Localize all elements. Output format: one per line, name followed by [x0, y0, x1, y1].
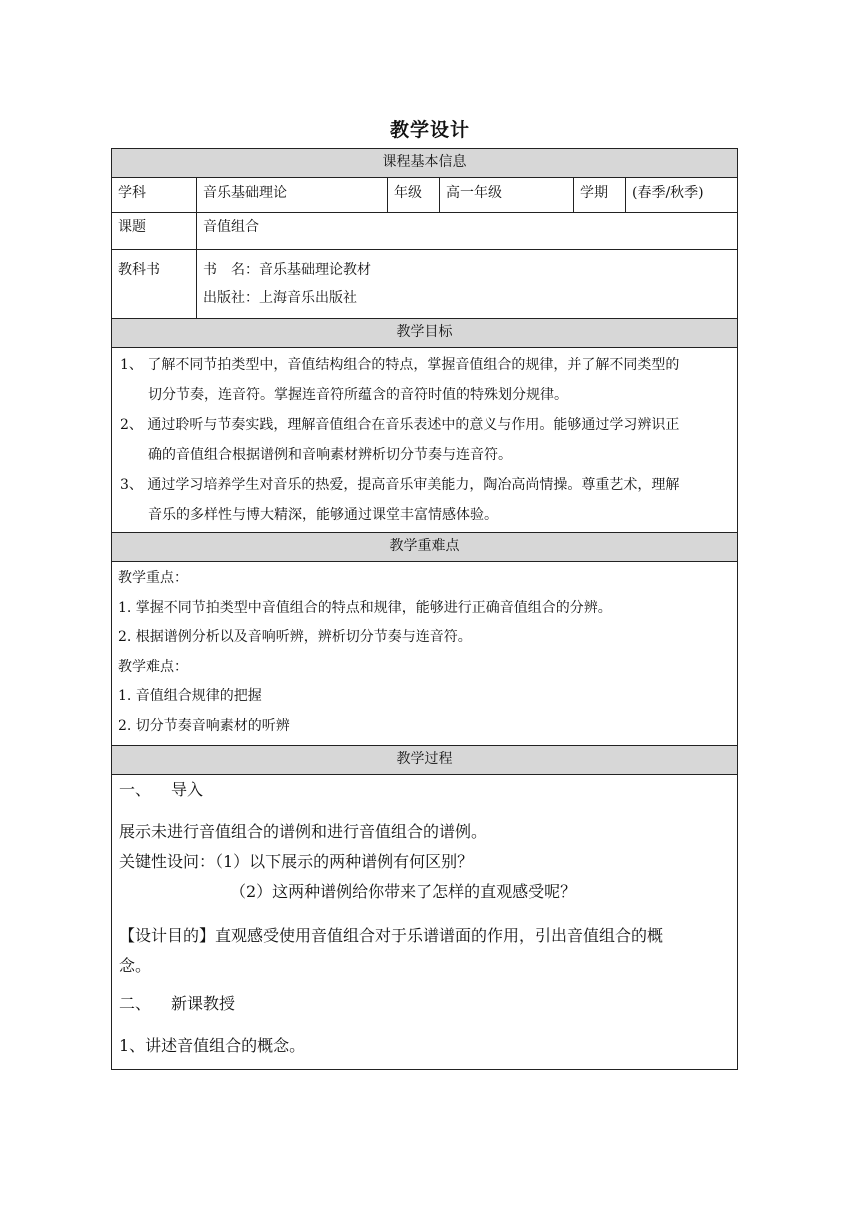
difficulty-label: 教学难点：	[118, 658, 188, 675]
publisher-label: 出版社：	[203, 290, 259, 306]
objective-2-line-2: 确的音值组合根据谱例和音响素材辨析切分节奏与连音符。	[148, 447, 512, 463]
difficulty-item-2: 2. 切分节奏音响素材的听辨	[118, 717, 290, 734]
objective-item	[118, 470, 731, 530]
process-content	[112, 775, 738, 1070]
key-question-1: 关键性设问：（1）以下展示的两种谱例有何区别？	[119, 852, 474, 871]
objective-3-line-2: 音乐的多样性与博大精深，能够通过课堂丰富情感体验。	[148, 507, 498, 523]
key-question-2: （2）这两种谱例给你带来了怎样的直观感受呢？	[230, 882, 577, 901]
section-1-number: 一、	[119, 780, 152, 799]
subject-label: 学科	[112, 178, 197, 213]
process-header: 教学过程	[112, 746, 738, 775]
focus-label: 教学重点：	[118, 570, 188, 586]
design-purpose-line-1: 【设计目的】直观感受使用音值组合对于乐谱谱面的作用，引出音值组合的概	[119, 926, 664, 945]
term-value: (春季/秋季)	[626, 178, 738, 213]
topic-label: 课题	[112, 213, 197, 250]
document-title: 教学设计	[389, 119, 470, 141]
new-lesson-paragraph: 1、讲述音值组合的概念。	[119, 1036, 306, 1055]
intro-paragraph: 展示未进行音值组合的谱例和进行音值组合的谱例。	[119, 822, 488, 841]
textbook-info	[197, 250, 738, 319]
objective-item	[118, 350, 731, 410]
grade-value: 高一年级	[440, 178, 574, 213]
key-points-content	[112, 562, 738, 746]
difficulty-item-1: 1. 音值组合规律的把握	[118, 688, 262, 704]
section-2-title: 新课教授	[171, 994, 236, 1013]
section-1-heading	[119, 775, 730, 805]
section-2-heading	[119, 989, 730, 1019]
book-name-label: 书 名：	[203, 262, 259, 278]
objective-2-line-1: 2、 通过聆听与节奏实践，理解音值组合在音乐表述中的意义与作用。能够通过学习辨识正	[120, 417, 680, 433]
term-label: 学期	[574, 178, 626, 213]
objectives-content	[112, 348, 738, 533]
subject-value: 音乐基础理论	[197, 178, 388, 213]
book-name-line	[203, 256, 731, 284]
objective-3-line-1: 3、 通过学习培养学生对音乐的热爱，提高音乐审美能力，陶冶高尚情操。尊重艺术，理解	[120, 477, 680, 493]
publisher-line	[203, 284, 731, 312]
key-points-header: 教学重难点	[112, 533, 738, 562]
objective-1-line-2: 切分节奏，连音符。掌握连音符所蕴含的音符时值的特殊划分规律。	[148, 387, 568, 403]
objective-1-line-1: 1、 了解不同节拍类型中，音值结构组合的特点，掌握音值组合的规律，并了解不同类型的	[120, 357, 680, 373]
design-purpose-line-2: 念。	[119, 956, 152, 975]
focus-item-2: 2. 根据谱例分析以及音响听辨，辨析切分节奏与连音符。	[118, 629, 472, 645]
book-name: 音乐基础理论教材	[259, 262, 371, 278]
grade-label: 年级	[388, 178, 440, 213]
section-1-title: 导入	[171, 780, 204, 799]
focus-item-1: 1. 掌握不同节拍类型中音值组合的特点和规律，能够进行正确音值组合的分辨。	[118, 599, 612, 616]
textbook-label: 教科书	[112, 250, 197, 319]
publisher: 上海音乐出版社	[259, 290, 357, 306]
section-2-number: 二、	[119, 994, 152, 1013]
topic-value: 音值组合	[197, 213, 738, 250]
objective-item	[118, 410, 731, 470]
lesson-plan-table	[111, 148, 738, 1070]
basic-info-header: 课程基本信息	[112, 149, 738, 178]
objectives-header: 教学目标	[112, 319, 738, 348]
